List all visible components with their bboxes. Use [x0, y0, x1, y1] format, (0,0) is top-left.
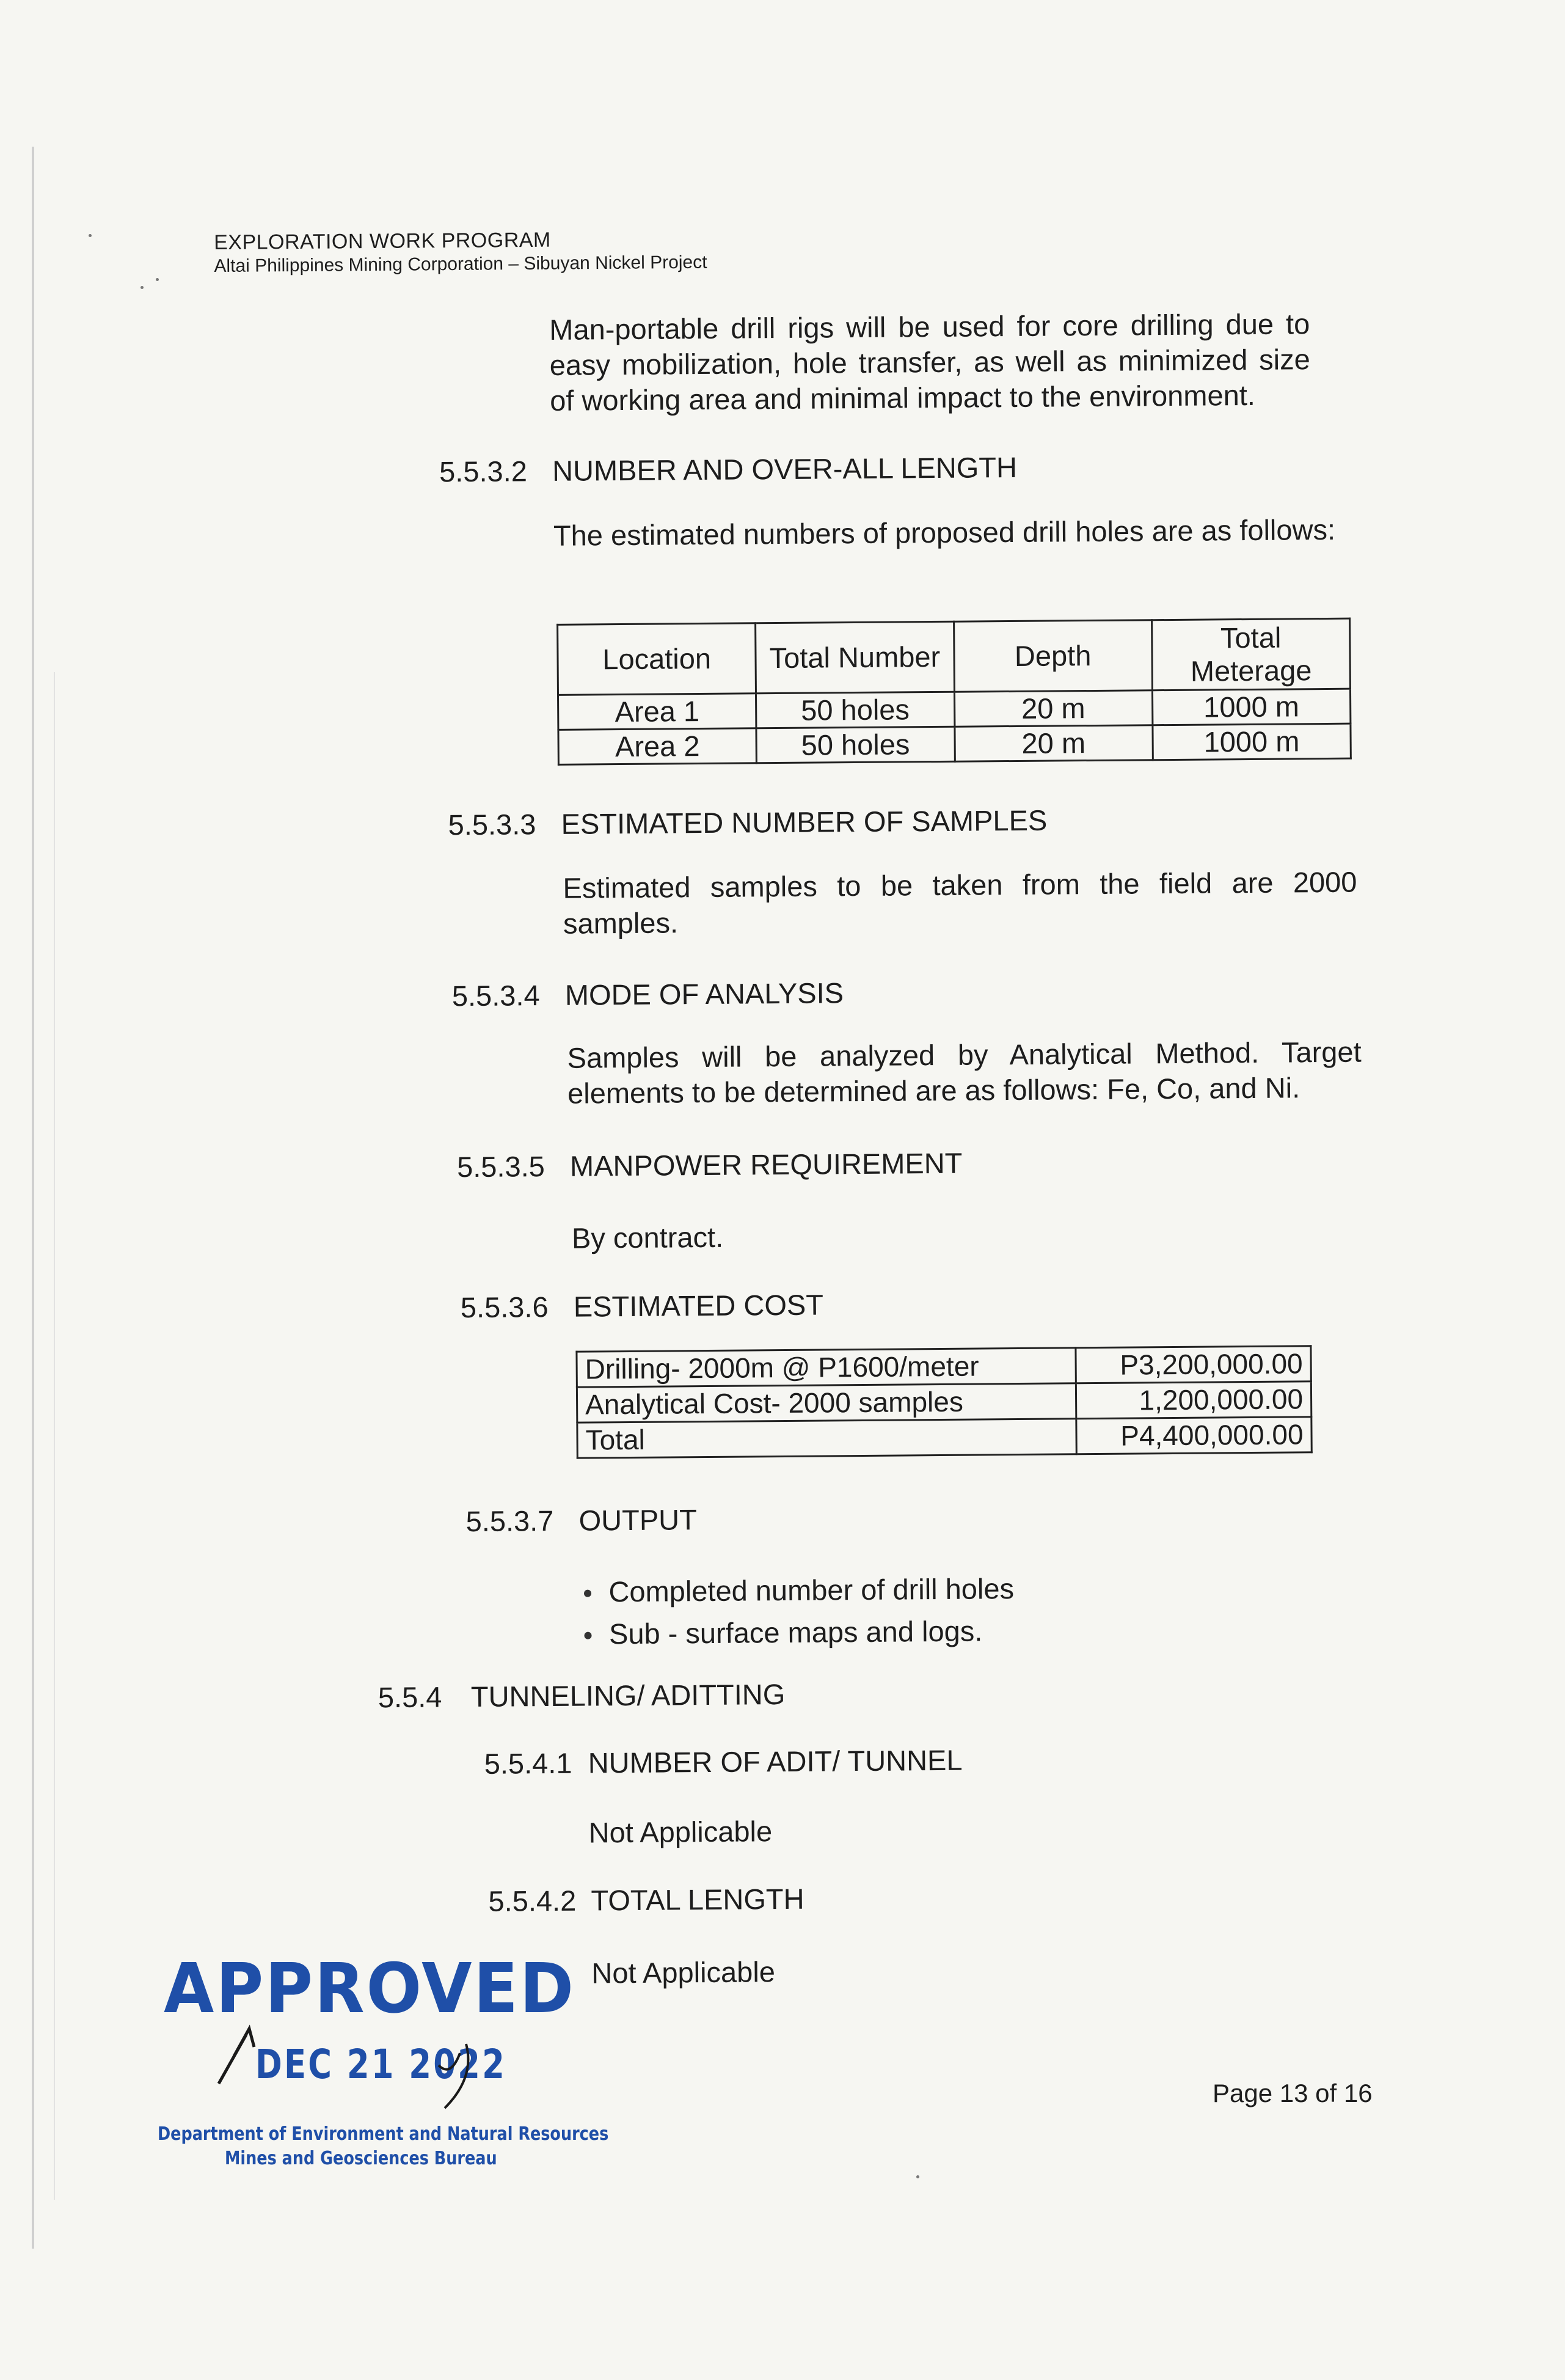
section-text: The estimated numbers of proposed drill holes are as follows:: [553, 513, 1336, 552]
section-text: Estimated samples to be taken from the field are 2000 samples.: [563, 865, 1357, 940]
header-subtitle: Altai Philippines Mining Corporation – Sibuyan Nickel Project: [214, 252, 707, 276]
section-number: 5.5.3.7: [465, 1504, 554, 1538]
stamp-date: DEC 21 2022: [255, 2041, 507, 2088]
table-row: [577, 1417, 1311, 1458]
header-title: EXPLORATION WORK PROGRAM: [214, 228, 551, 254]
cost-item: Analytical Cost- 2000 samples: [577, 1383, 1076, 1423]
section-number: 5.5.3.3: [448, 808, 536, 841]
section-title: ESTIMATED NUMBER OF SAMPLES: [561, 804, 1048, 840]
section-title: TUNNELING/ ADITTING: [470, 1677, 786, 1713]
section-text: Samples will be analyzed by Analytical Method. Target elements to be determined are as follows: Fe, Co, and Ni.: [567, 1035, 1362, 1110]
section-text: Not Applicable: [588, 1815, 773, 1849]
table-header-cell: Depth: [954, 620, 1152, 692]
cost-amount: P3,200,000.00: [1076, 1346, 1311, 1383]
section-title: MANPOWER REQUIREMENT: [569, 1146, 963, 1182]
section-number: 5.5.4: [378, 1680, 442, 1714]
section-heading: [448, 804, 1047, 842]
section-heading: [488, 1882, 804, 1918]
stamp-department: Department of Environment and Natural Resources: [158, 2123, 609, 2145]
section-heading: [378, 1677, 786, 1714]
table-row: [558, 723, 1351, 764]
list-item: ● Completed number of drill holes: [582, 1570, 1014, 1616]
cost-item: Total: [577, 1419, 1076, 1458]
output-list: [582, 1570, 1015, 1658]
table-cell: Area 2: [558, 728, 757, 765]
stamp-bureau: Mines and Geosciences Bureau: [225, 2148, 497, 2169]
section-title: NUMBER OF ADIT/ TUNNEL: [588, 1743, 963, 1779]
table-header-cell: Total Number: [756, 621, 954, 694]
section-heading: [457, 1146, 963, 1184]
section-number: 5.5.4.2: [488, 1884, 577, 1917]
table-header-row: [558, 618, 1351, 695]
stamp-status: APPROVED: [164, 1949, 575, 2029]
table-row: [577, 1346, 1311, 1387]
approved-stamp: [158, 1949, 609, 2169]
list-item: ● Sub - surface maps and logs.: [583, 1612, 1015, 1658]
section-heading: [439, 450, 1017, 488]
table-cell: 50 holes: [756, 727, 955, 763]
section-title: NUMBER AND OVER-ALL LENGTH: [552, 450, 1018, 487]
table-cell: Area 1: [558, 694, 756, 730]
table-header-cell: Location: [558, 623, 756, 695]
section-heading: [484, 1743, 963, 1781]
estimated-cost-table: [575, 1345, 1312, 1459]
page-number: Page 13 of 16: [1213, 2079, 1373, 2107]
cost-amount: 1,200,000.00: [1076, 1382, 1311, 1419]
table-cell: 1000 m: [1152, 689, 1351, 725]
section-title: OUTPUT: [578, 1503, 698, 1537]
table-cell: 1000 m: [1153, 723, 1351, 760]
table-row: [577, 1382, 1311, 1423]
section-title: MODE OF ANALYSIS: [564, 976, 844, 1011]
section-title: TOTAL LENGTH: [591, 1882, 804, 1917]
section-title: ESTIMATED COST: [573, 1288, 824, 1323]
table-cell: 20 m: [954, 690, 1153, 727]
section-number: 5.5.4.1: [484, 1746, 572, 1780]
section-heading: [461, 1287, 824, 1324]
table-cell: 50 holes: [756, 692, 955, 728]
drill-holes-table: [556, 618, 1352, 766]
section-number: 5.5.3.6: [460, 1291, 549, 1324]
section-text: Not Applicable: [591, 1955, 776, 1990]
section-text: By contract.: [571, 1220, 724, 1254]
cost-amount: P4,400,000.00: [1076, 1417, 1311, 1454]
table-cell: 20 m: [954, 725, 1153, 762]
intro-paragraph: Man-portable drill rigs will be used for core drilling due to easy mobilization, hole transfer, as well as minimized size of working area and minimal impact to the environment.: [549, 307, 1310, 417]
section-heading: [465, 1503, 697, 1538]
section-heading: [452, 976, 844, 1012]
table-row: [558, 689, 1350, 730]
signature-mark: [432, 2041, 487, 2114]
cost-item: Drilling- 2000m @ P1600/meter: [577, 1348, 1076, 1387]
section-number: 5.5.3.2: [439, 455, 528, 488]
section-number: 5.5.3.5: [456, 1150, 545, 1184]
table-header-cell: Total Meterage: [1151, 618, 1350, 690]
section-number: 5.5.3.4: [451, 979, 540, 1012]
